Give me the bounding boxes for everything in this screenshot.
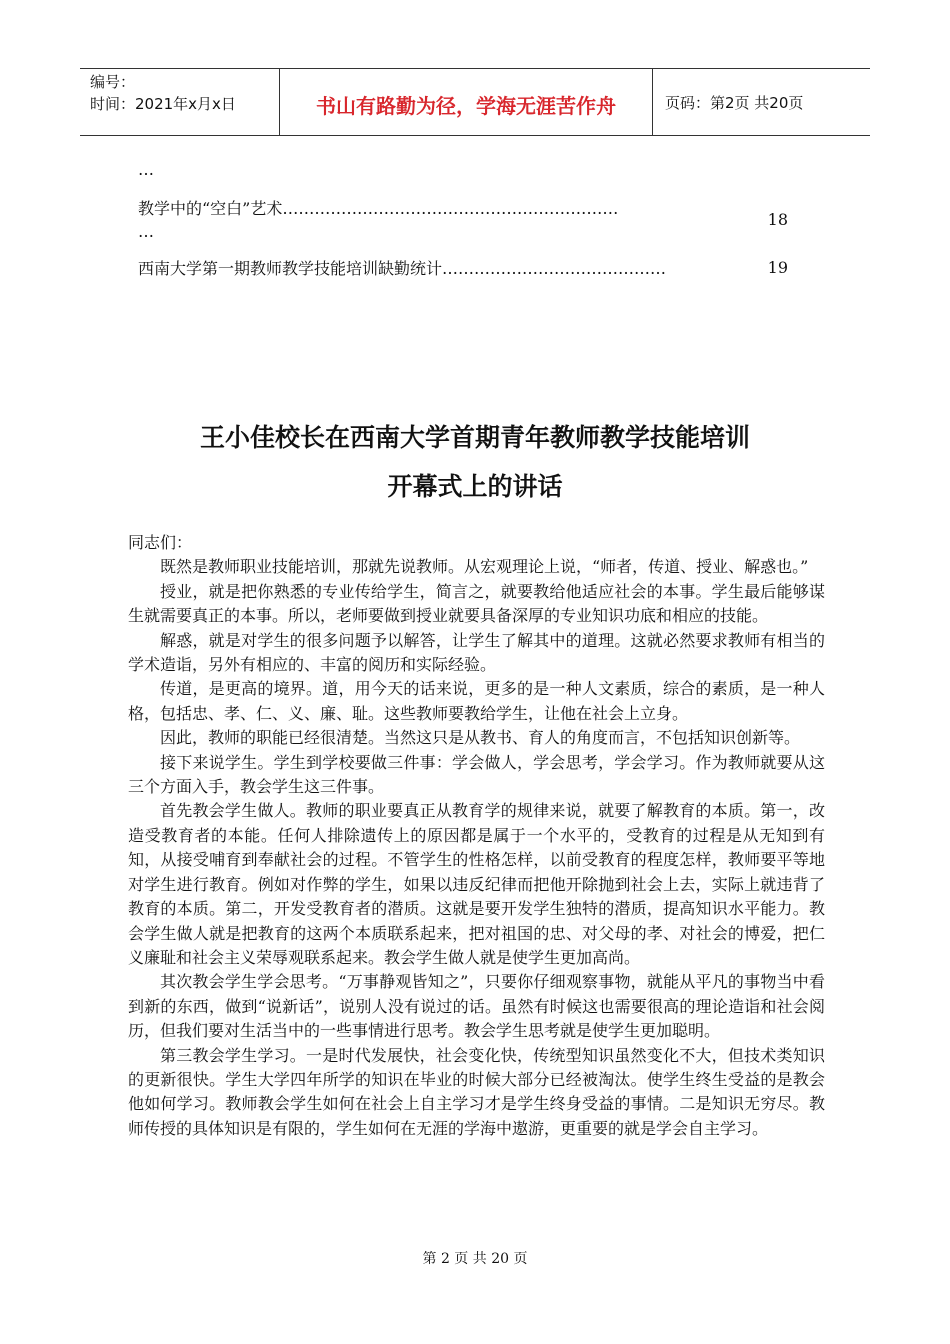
paragraph: 首先教会学生做人。教师的职业要真正从教育学的规律来说，就要了解教育的本质。第一，改造受教育者的本能。任何人排除遗传上的原因都是属于一个水平的，受教育的过程是从无知到有知，从接受哺育到奉献社会的过程。不管学生的性格怎样，以前受教育的程度怎样，教师要平等地对学生进行教育。例如对作弊的学生，如果以违反纪律而把他开除抛到社会上去，实际上就违背了教育的本质。第二，开发受教育者的潜质。这就是要开发学生独特的潜质，提高知识水平能力。教会学生做人就是把教育的这两个本质联系起来，把对祖国的忠、对父母的孝、对社会的博爱，把仁义廉耻和社会主义荣辱观联系起来。教会学生做人就是使学生更加高尚。 <box>128 801 825 967</box>
speech-title-line-2: 开幕式上的讲话 <box>387 472 563 501</box>
speech-title-line-1: 王小佳校长在西南大学首期青年教师教学技能培训 <box>199 423 750 452</box>
toc-entry-page-row <box>138 210 798 234</box>
paragraph: 解惑，就是对学生的很多问题予以解答，让学生了解其中的道理。这就必然要求教师有相当的学术造诣，另外有相应的、丰富的阅历和实际经验。 <box>128 630 825 675</box>
speech-body <box>128 531 825 1141</box>
toc-entry-title: 西南大学第一期教师教学技能培训缺勤统计…………………………………… <box>138 259 667 278</box>
toc-entry[interactable] <box>138 256 798 280</box>
header-number-label: 编号： <box>90 73 136 91</box>
paragraph: 既然是教师职业技能培训，那就先说教师。从宏观理论上说，“师者，传道、授业、解惑也。” <box>160 557 809 577</box>
header-motto: 书山有路勤为径，学海无涯苦作舟 <box>280 69 653 135</box>
toc-entry-page: 18 <box>767 210 788 229</box>
toc-leader-continuation: … <box>138 222 155 241</box>
paragraph: 授业，就是把你熟悉的专业传给学生，简言之，就要教给他适应社会的本事。学生最后能够谋生就需要真正的本事。所以，老师要做到授业就要具备深厚的专业知识功底和相应的技能。 <box>128 581 825 626</box>
toc-entry-title: 教学中的“空白”艺术……………………………………………………… <box>138 199 619 218</box>
paragraph: 接下来说学生。学生到学校要做三件事：学会做人，学会思考，学会学习。作为教师就要从这三个方面入手，教会学生这三件事。 <box>128 752 825 797</box>
header-time-label: 时间：2021年x月x日 <box>90 95 236 113</box>
toc-leader-continuation-top: … <box>138 160 155 179</box>
page-footer: 第 2 页 共 20 页 <box>422 1251 528 1267</box>
paragraph: 因此，教师的职能已经很清楚。当然这只是从教书、育人的角度而言，不包括知识创新等。 <box>160 728 801 748</box>
paragraph: 第三教会学生学习。一是时代发展快，社会变化快，传统型知识虽然变化不大，但技术类知识的更新很快。学生大学四年所学的知识在毕业的时候大部分已经被淘汰。使学生终生受益的是教会他如何学习。教师教会学生如何在社会上自主学习才是学生终身受益的事情。二是知识无穷尽。教师传授的具体知识是有限的，学生如何在无涯的学海中遨游，更重要的就是学会自主学习。 <box>128 1045 825 1138</box>
paragraph: 其次教会学生学会思考。“万事静观皆知之”，只要你仔细观察事物，就能从平凡的事物当中看到新的东西，做到“说新话”，说别人没有说过的话。虽然有时候这也需要很高的理论造诣和社会阅历，但我们要对生活当中的一些事情进行思考。教会学生思考就是使学生更加聪明。 <box>128 972 825 1041</box>
salutation: 同志们： <box>128 533 193 552</box>
header-meta <box>80 69 280 135</box>
header-page-info: 页码：第2页 共20页 <box>665 93 804 112</box>
paragraph: 传道，是更高的境界。道，用今天的话来说，更多的是一种人文素质，综合的素质，是一种人格，包括忠、孝、仁、义、廉、耻。这些教师要教给学生，让他在社会上立身。 <box>128 679 825 723</box>
toc-entry-page: 19 <box>767 258 788 277</box>
page-header <box>80 68 870 136</box>
